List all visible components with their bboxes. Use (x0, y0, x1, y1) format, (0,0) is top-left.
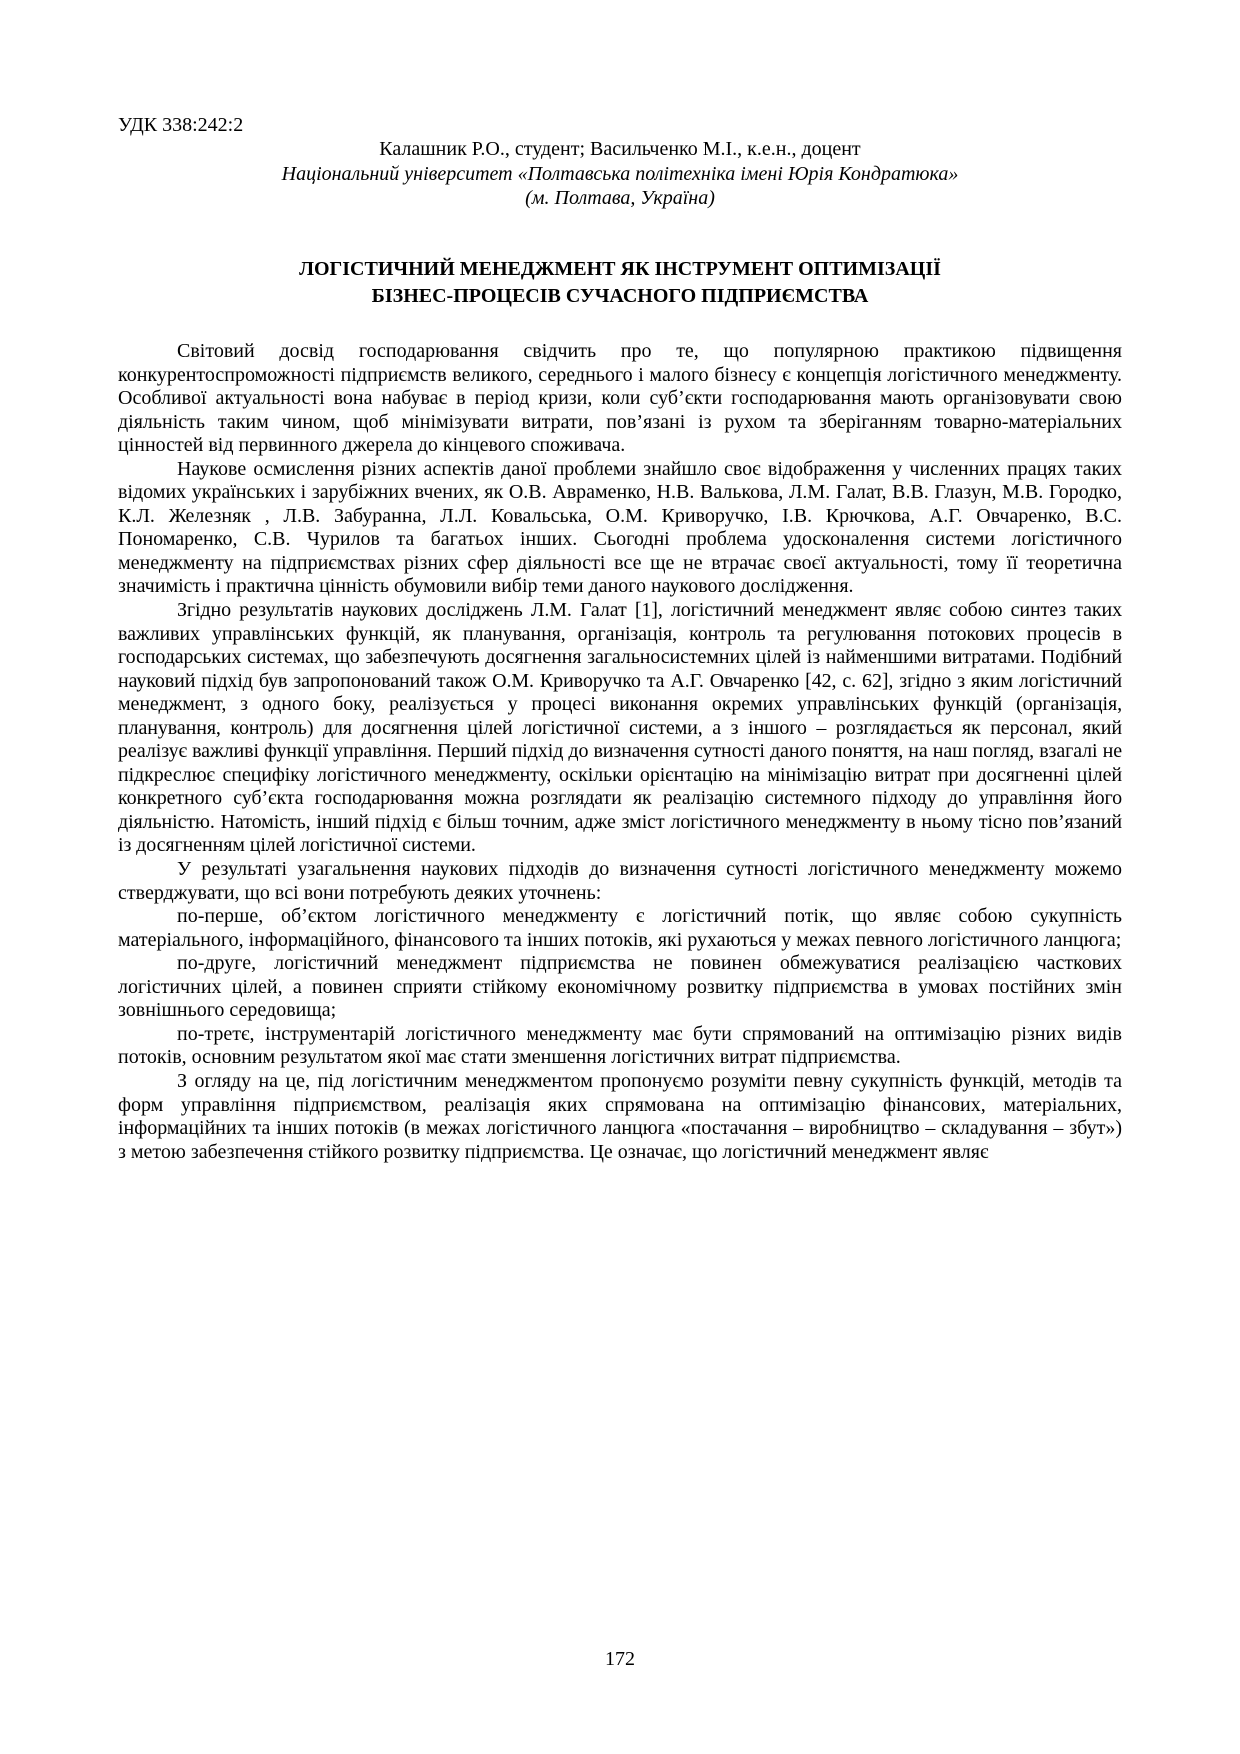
title-line-2: БІЗНЕС-ПРОЦЕСІВ СУЧАСНОГО ПІДПРИЄМСТВА (371, 285, 869, 307)
body-text (118, 340, 1122, 1164)
paragraph-intro: Світовий досвід господарювання свідчить про те, що популярною практикою підвищення конкурентоспроможності підприємств великого, середнього і малого бізнесу є концепція логістичного менеджменту. Особливої актуальності вона набуває в період кризи, коли суб’єкти господарювання мають організовувати свою діяльність таким чином, щоб мінімізувати витрати, пов’язані із рухом та зберіганням товарно-матеріальних цінностей від первинного джерела до кінцевого споживача. (118, 340, 1122, 457)
paragraph-generalization: У результаті узагальнення наукових підходів до визначення сутності логістичного менеджменту можемо стверджувати, що всі вони потребують деяких уточнень: (118, 858, 1122, 904)
paragraph-first-point: по-перше, об’єктом логістичного менеджменту є логістичний потік, що являє собою сукупність матеріального, інформаційного, фінансового та інших потоків, які рухаються у межах певного логістичного ланцюга; (118, 905, 1122, 951)
udk-code: УДК 338:242:2 (118, 114, 244, 136)
affiliation-line: Національний університет «Полтавська політехніка імені Юрія Кондратюка» (281, 163, 959, 185)
paragraph-literature: Наукове осмислення різних аспектів даної проблеми знайшло своє відображення у численних працях таких відомих українських і зарубіжних вчених, як О.В. Авраменко, Н.В. Валькова, Л.М. Галат, В.В. Глазун, М.В. Городко, К.Л. Железняк , Л.В. Забуранна, Л.Л. Ковальська, О.М. Криворучко, І.В. Крючкова, А.Г. Овчаренко, В.С. Пономаренко, С.В. Чурилов та багатьох інших. Сьогодні проблема удосконалення системи логістичного менеджменту на підприємствах різних сфер діяльності все ще не втрачає своєї актуальності, тому її теоретична значимість і практична цінність обумовили вибір теми даного наукового дослідження. (118, 457, 1122, 598)
paragraph-second-point: по-друге, логістичний менеджмент підприємства не повинен обмежуватися реалізацією часткових логістичних цілей, а повинен сприяти стійкому економічному розвитку підприємства в умовах постійних змін зовнішнього середовища; (118, 952, 1122, 1022)
page-number: 172 (605, 1648, 635, 1670)
paragraph-conclusion: З огляду на це, під логістичним менеджментом пропонуємо розуміти певну сукупність функцій, методів та форм управління підприємством, реалізація яких спрямована на оптимізацію фінансових, матеріальних, інформаційних та інших потоків (в межах логістичного ланцюга «постачання – виробництво – складування – збут») з метою забезпечення стійкого розвитку підприємства. Це означає, що логістичний менеджмент являє (118, 1069, 1122, 1163)
location-line: (м. Полтава, Україна) (525, 187, 715, 209)
authors-line: Калашник Р.О., студент; Васильченко М.І., к.е.н., доцент (379, 138, 861, 160)
paragraph-definitions: Згідно результатів наукових досліджень Л.М. Галат [1], логістичний менеджмент являє собою синтез таких важливих управлінських функцій, як планування, організація, контроль та регулювання потокових процесів в господарських системах, що забезпечують досягнення загальносистемних цілей із найменшими витратами. Подібний науковий підхід був запропонований також О.М. Криворучко та А.Г. Овчаренко [42, с. 62], згідно з яким логістичний менеджмент, з одного боку, реалізується у процесі виконання окремих управлінських функцій (організація, планування, контроль) для досягнення цілей логістичної системи, а з іншого – розглядається як персонал, який реалізує важливі функції управління. Перший підхід до визначення сутності даного поняття, на наш погляд, взагалі не підкреслює специфіку логістичного менеджменту, оскільки орієнтацію на мінімізацію витрат при досягненні цілей конкретного суб’єкта господарювання можна розглядати як реалізацію системного підходу до управління його діяльністю. Натомість, інший підхід є більш точним, адже зміст логістичного менеджменту в ньому тісно пов’язаний із досягненням цілей логістичної системи. (118, 599, 1122, 857)
paragraph-third-point: по-третє, інструментарій логістичного менеджменту має бути спрямований на оптимізацію різних видів потоків, основним результатом якої має стати зменшення логістичних витрат підприємства. (118, 1022, 1122, 1069)
paper-title (118, 256, 1122, 310)
title-line-1: ЛОГІСТИЧНИЙ МЕНЕДЖМЕНТ ЯК ІНСТРУМЕНТ ОПТИМІЗАЦІЇ (299, 258, 941, 280)
